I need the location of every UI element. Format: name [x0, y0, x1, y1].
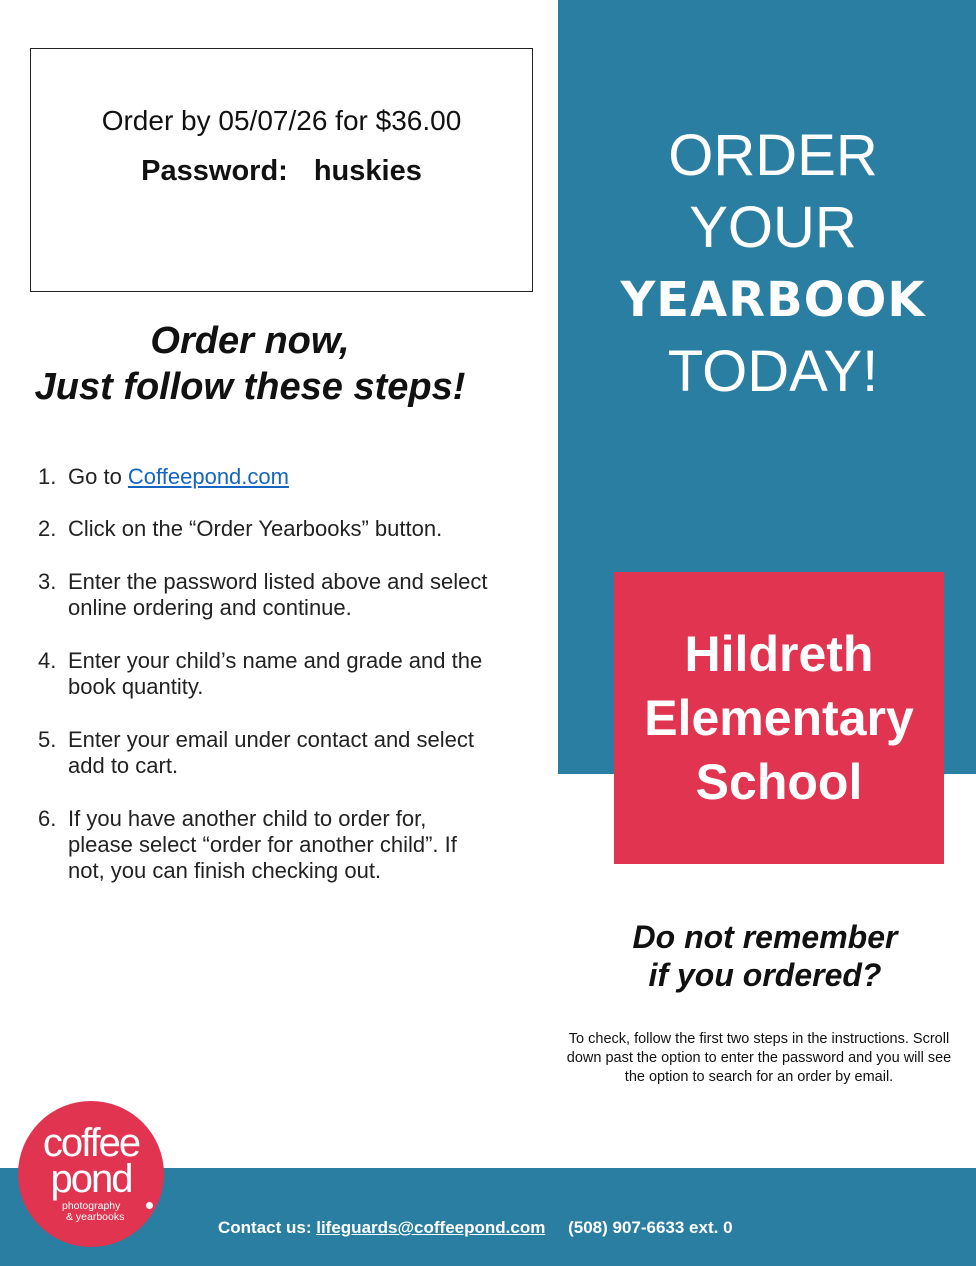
steps-heading [0, 318, 500, 410]
hero-line4: TODAY! [667, 339, 879, 404]
logo-text-yearbooks: & yearbooks [66, 1211, 125, 1223]
hero-heading [558, 120, 976, 408]
logo-text-pond: pond [50, 1157, 132, 1201]
step-item-4 [38, 648, 488, 700]
coffeepond-link[interactable]: Coffeepond.com [127, 464, 289, 489]
school-name-box [614, 572, 944, 864]
hero-line2: YOUR [689, 195, 857, 260]
step-text: Enter the password listed above and select online ordering and continue. [68, 569, 488, 620]
step-item-5 [38, 727, 488, 779]
contact-email-link[interactable]: lifeguards@coffeepond.com [316, 1218, 546, 1237]
password-value: huskies [313, 155, 422, 187]
school-name-line3: School [695, 754, 863, 810]
step-item-6 [38, 806, 488, 884]
step-item-1 [38, 464, 488, 490]
school-name [634, 622, 924, 814]
remember-heading-line1: Do not remember [632, 919, 898, 955]
contact-label: Contact us: [218, 1218, 312, 1237]
steps-heading-line2: Just follow these steps! [34, 366, 466, 408]
step-number: 1. [38, 464, 57, 489]
hero-line3: YEARBOOK [620, 272, 926, 328]
logo-text-photography: photography [62, 1200, 121, 1212]
step-number: 5. [38, 727, 57, 752]
logo-dot-icon [146, 1202, 153, 1209]
contact-phone: (508) 907-6633 ext. 0 [568, 1218, 733, 1237]
school-name-line2: Elementary [644, 690, 914, 746]
step-text: If you have another child to order for, please select “order for another child”. If not, you can finish checking out. [68, 806, 457, 883]
step-number: 4. [38, 648, 57, 673]
step-item-2 [38, 516, 488, 542]
step-text: Enter your email under contact and select add to cart. [68, 727, 475, 778]
steps-heading-line1: Order now, [150, 320, 350, 362]
steps-list [38, 464, 488, 884]
remember-heading-line2: if you ordered? [648, 957, 882, 993]
order-deadline-text: Order by 05/07/26 for $36.00 [101, 105, 462, 136]
step-number: 6. [38, 806, 57, 831]
step-text: Click on the “Order Yearbooks” button. [68, 516, 443, 541]
step-number: 3. [38, 569, 57, 594]
logo-text-coffee: coffee [42, 1121, 140, 1165]
step-text: Enter your child’s name and grade and the book quantity. [68, 648, 483, 699]
coffeepond-logo [18, 1101, 164, 1247]
step-number: 2. [38, 516, 57, 541]
hero-line1: ORDER [668, 123, 878, 188]
contact-info [218, 1218, 733, 1238]
step-text: Go to [68, 464, 128, 489]
remember-heading [580, 918, 950, 994]
order-info-box [30, 48, 533, 292]
school-name-line1: Hildreth [684, 626, 874, 682]
password-line [31, 155, 532, 188]
step-item-3 [38, 569, 488, 621]
password-label: Password: [141, 155, 288, 187]
remember-instructions: To check, follow the first two steps in the instructions. Scroll down past the option to enter the password and you will see the option to search for an order by email. [566, 1031, 952, 1085]
